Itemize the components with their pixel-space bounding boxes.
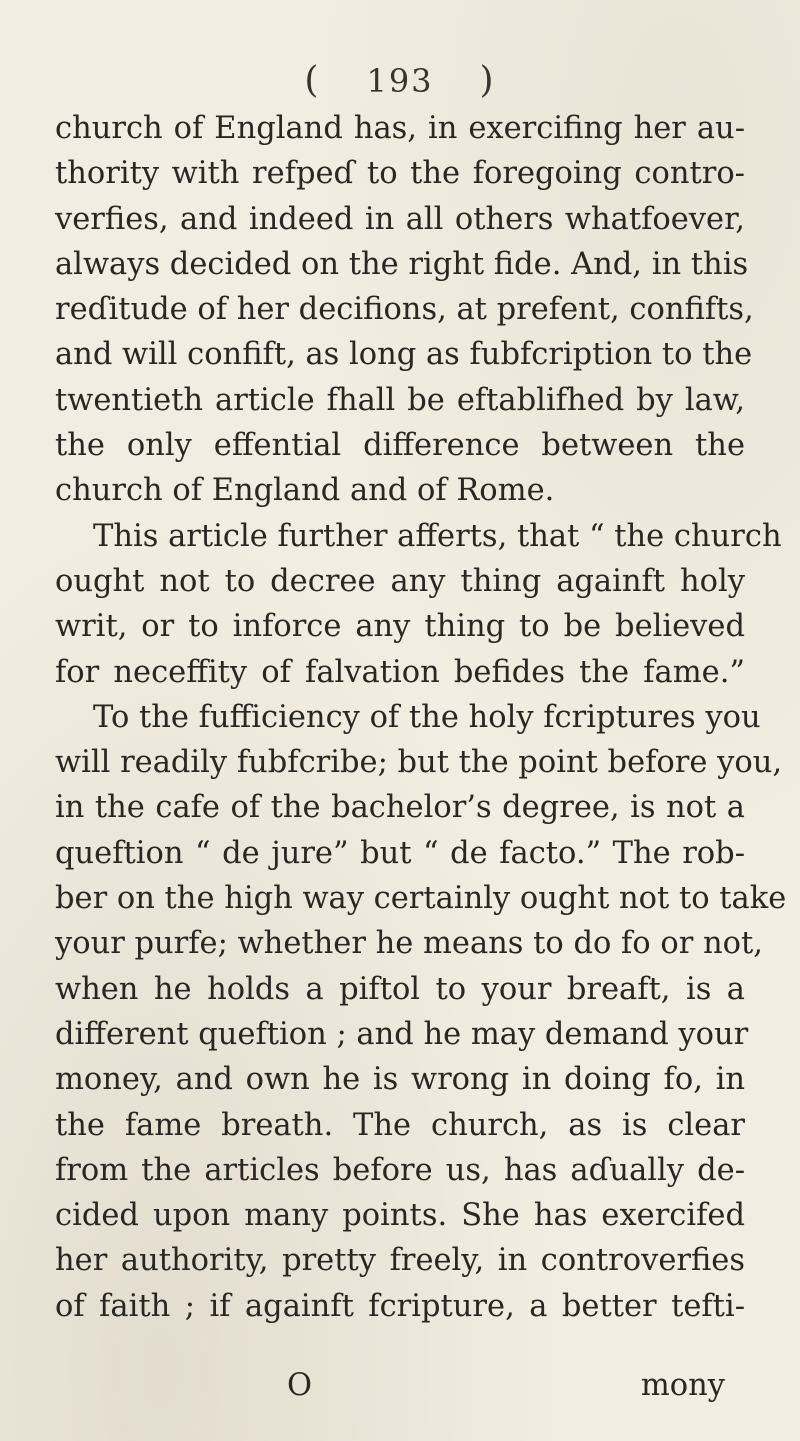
text-line: ought not to decree any thing againft holy bbox=[55, 563, 745, 599]
header-open-paren: ( bbox=[304, 60, 321, 101]
text-line: ber on the high way certainly ought not to take bbox=[55, 881, 787, 917]
header-close-paren: ) bbox=[479, 60, 496, 101]
text-line: for neceffity of falvation befides the fame.” bbox=[55, 654, 745, 690]
text-line: money, and own he is wrong in doing fo, in bbox=[55, 1062, 745, 1098]
text-line: This article further afferts, that “ the church bbox=[93, 518, 782, 554]
text-line: cided upon many points. She has exercifed bbox=[55, 1198, 745, 1234]
text-line: her authority, pretty freely, in controverfies bbox=[55, 1243, 745, 1279]
text-line: twentieth article fhall be eftablifhed by law, bbox=[55, 382, 745, 418]
signature-mark: O bbox=[287, 1368, 313, 1403]
text-line: different queftion ; and he may demand your bbox=[55, 1016, 749, 1052]
text-line: from the articles before us, has aɗually de- bbox=[55, 1152, 745, 1188]
text-line: the only effential difference between the bbox=[55, 428, 745, 464]
text-line: in the cafe of the bachelor’s degree, is not a bbox=[55, 790, 745, 826]
body-text bbox=[55, 106, 787, 1329]
catchword: mony bbox=[640, 1368, 725, 1403]
page-header bbox=[0, 60, 800, 101]
text-line: will readily fubfcribe; but the point before you, bbox=[55, 745, 783, 781]
text-line: and will confift, as long as fubfcription to the bbox=[55, 337, 753, 373]
text-line: when he holds a piftol to your breaft, is a bbox=[55, 971, 745, 1007]
text-line: thority with refpeɗ to the foregoing contro- bbox=[55, 156, 745, 192]
text-line: writ, or to inforce any thing to be believed bbox=[55, 609, 745, 645]
text-line: always decided on the right fide. And, in this bbox=[55, 246, 749, 282]
text-line: To the fufficiency of the holy fcriptures you bbox=[93, 699, 761, 735]
text-line: reɗitude of her decifions, at prefent, confifts, bbox=[55, 292, 754, 328]
text-line: your purfe; whether he means to do fo or not, bbox=[55, 926, 763, 962]
page-number: 193 bbox=[366, 62, 434, 100]
text-line: church of England and of Rome. bbox=[55, 473, 555, 509]
text-line: the fame breath. The church, as is clear bbox=[55, 1107, 745, 1143]
text-line: of faith ; if againft fcripture, a better tefti- bbox=[55, 1288, 745, 1324]
text-line: verfies, and indeed in all others whatfoever, bbox=[55, 201, 745, 237]
text-line: queftion “ de jure” but “ de facto.” The rob- bbox=[55, 835, 745, 871]
text-line: church of England has, in exercifing her au- bbox=[55, 111, 745, 146]
page-footer bbox=[55, 1368, 745, 1408]
